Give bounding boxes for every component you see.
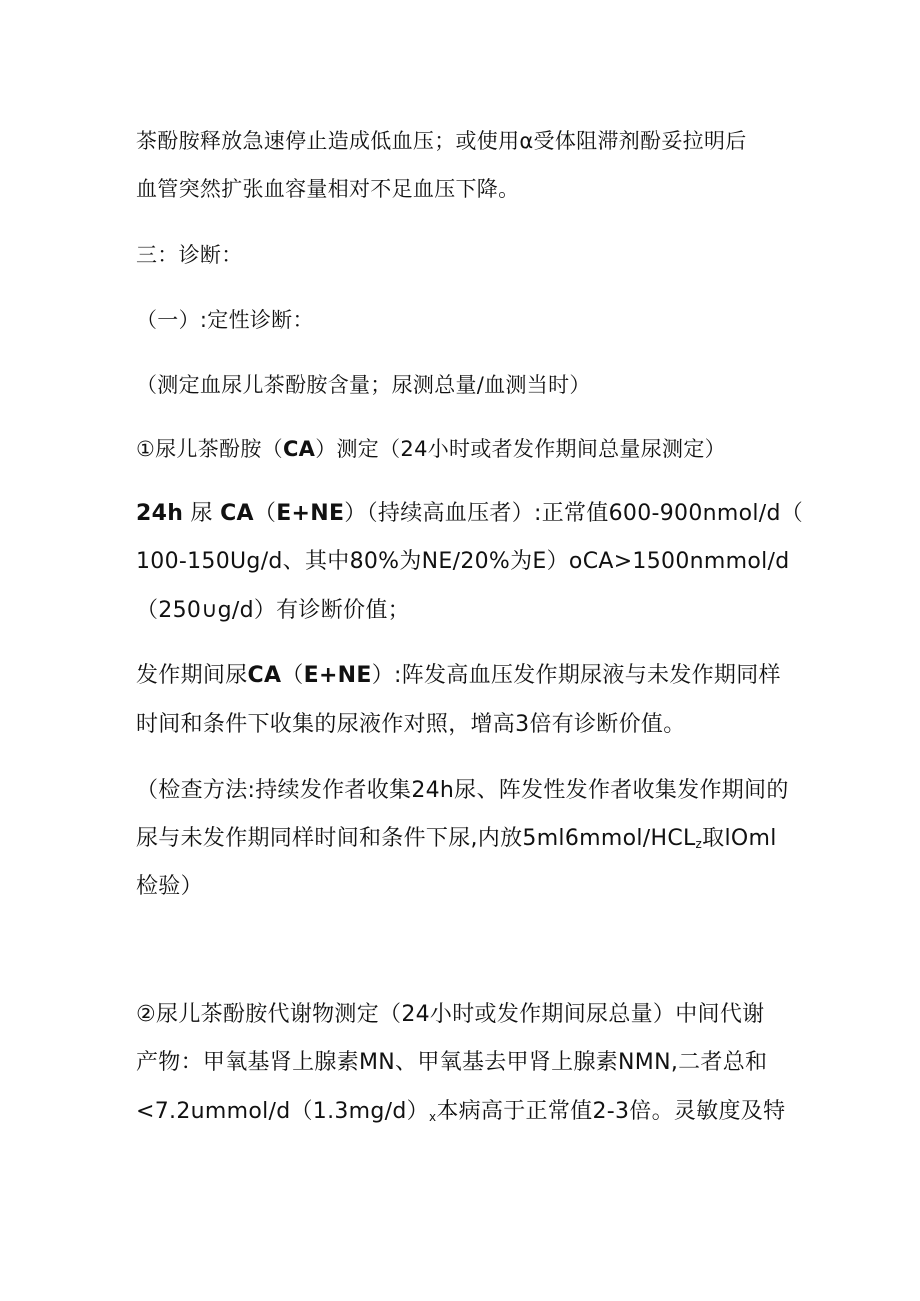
p24h-ca: CA [220,501,254,526]
pmethod-line-2 [136,824,777,859]
intro-note: （测定血尿儿茶酚胺含量；尿测总量/血测当时） [136,373,591,397]
p24h-paren: （ [253,501,277,526]
pattack-ene: E+NE [303,663,372,688]
pmethod-text-a: 尿与未发作期同样时间和条件下尿,内放5ml6mmol∕HCL [136,826,696,851]
pattack-line-1 [136,661,781,691]
pmethod-line-3: 检验） [136,874,203,899]
item-2-subscript: x [428,1110,437,1124]
pmethod-line-1: （检查方法:持续发作者收集24h尿、阵发性发作者收集发作期间的 [136,778,789,803]
p24h-rest: ）（持续高血压者）:正常值600-900nmol∕d（ [344,501,804,526]
paragraph-1-line-1: 茶酚胺释放急速停止造成低血压；或使用α受体阻滞剂酚妥拉明后 [136,129,747,153]
item-2-line-2: 产物：甲氧基肾上腺素MN、甲氧基去甲肾上腺素NMN,二者总和 [136,1050,768,1075]
p24h-line-2: 100-150Ug/d、其中80%为NE∕20%为E）oCA>1500nmmol∕d [136,549,790,574]
p24h-line-3: （250∪g∕d）有诊断价值； [136,598,410,623]
item-1-text-c: ）测定（24小时或者发作期间总量尿测定） [315,437,726,461]
item-2-text-a: <7.2ummol∕d（1.3mg∕d） [136,1099,429,1124]
item-1-heading [136,434,726,464]
p24h-24h: 24h [136,501,184,526]
pmethod-subscript: z [695,837,703,851]
p24h-urine: 尿 [190,501,213,526]
section-heading: 三：诊断： [136,243,243,267]
pattack-rest: ）:阵发高血压发作期尿液与未发作期同样 [371,663,781,688]
item-1-ca: CA [282,437,316,461]
item-1-text-a: ①尿儿茶酚胺（ [136,437,283,461]
item-2-line-3 [136,1097,785,1132]
subsection-heading: （一）:定性诊断： [136,308,314,332]
p24h-line-1 [136,499,803,529]
p24h-ene: E+NE [276,501,345,526]
pattack-paren: （ [281,663,304,688]
item-2-text-b: 本病高于正常值2-3倍。灵敏度及特 [436,1099,786,1124]
pattack-lead: 发作期间尿 [136,663,248,688]
item-2-line-1: ②尿儿茶酚胺代谢物测定（24小时或发作期间尿总量）中间代谢 [136,1002,765,1027]
pattack-line-2: 时间和条件下收集的尿液作对照，增高3倍有诊断价值。 [136,712,686,737]
paragraph-1-line-2: 血管突然扩张血容量相对不足血压下降。 [136,177,520,201]
pattack-ca: CA [247,663,282,688]
pmethod-text-b: 取lOml [702,826,777,851]
